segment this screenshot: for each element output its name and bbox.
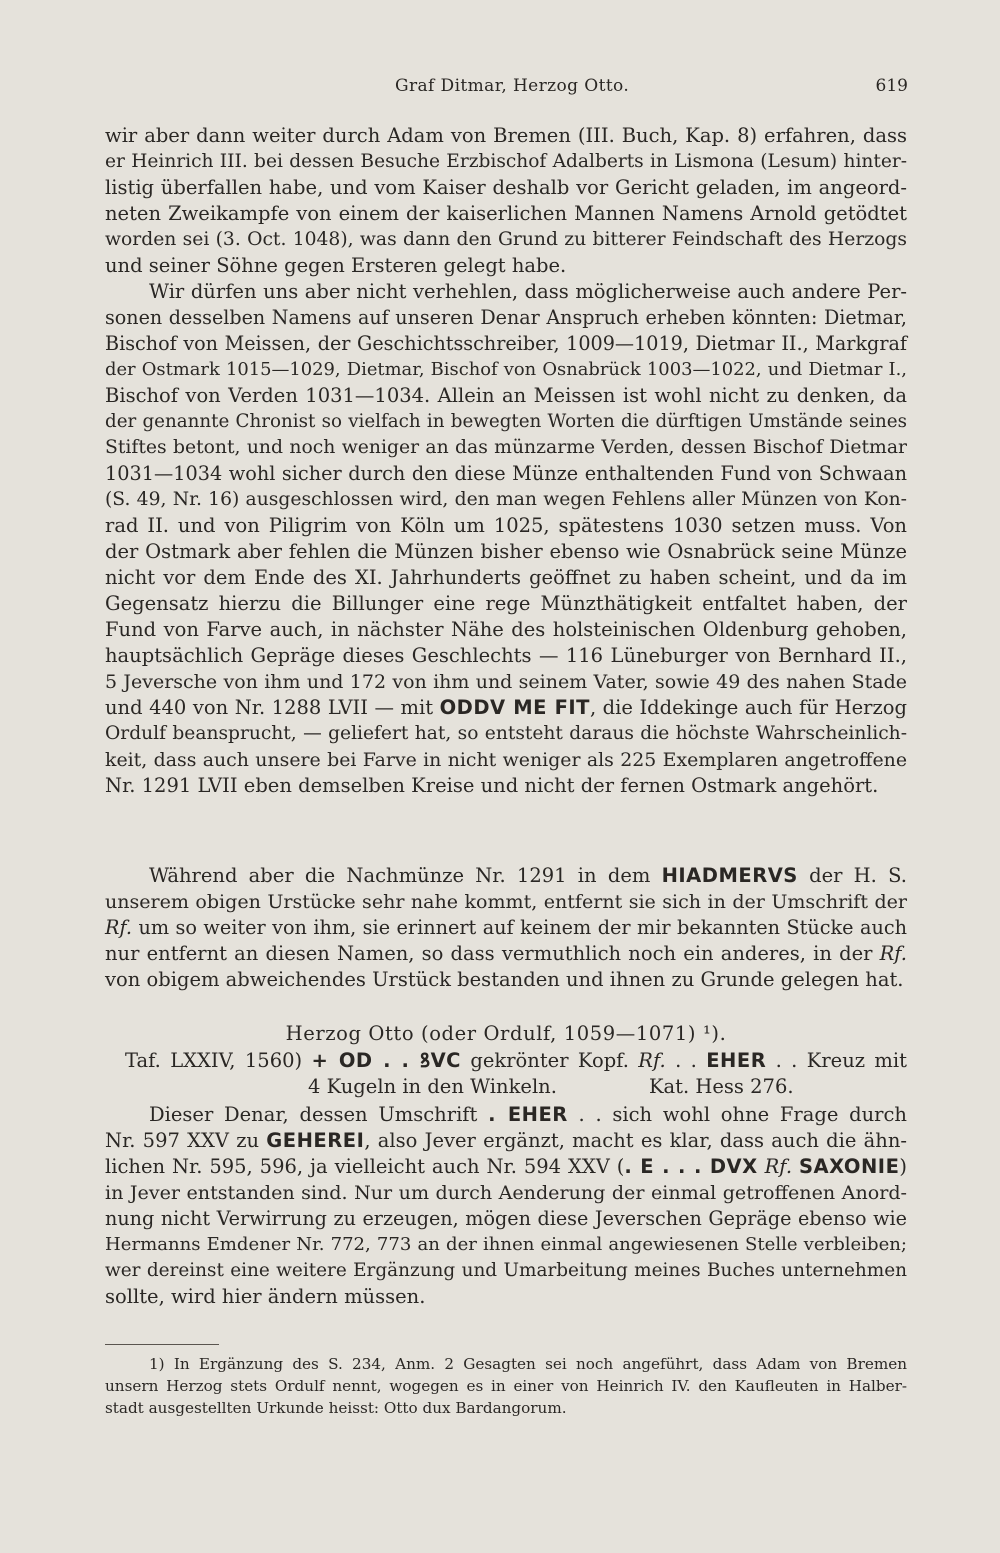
text-line: worden sei (3. Oct. 1048), was dann den Grund zu bitterer Feindschaft des Herzogs (105, 229, 907, 250)
running-title: Graf Ditmar, Herzog Otto. (395, 76, 630, 96)
text-line: und 440 von Nr. 1288 LVII — mit ODDV ME FIT, die Iddekinge auch für Herzog (105, 696, 907, 719)
text-line: neten Zweikampfe von einem der kaiserlichen Mannen Namens Arnold getödtet (105, 202, 907, 225)
text-line: nicht vor dem Ende des XI. Jahrhunderts geöffnet zu haben scheint, und da im (105, 566, 907, 589)
text-line: in Jever entstanden sind. Nur um durch Aenderung der einmal getroffenen Anord- (105, 1181, 907, 1204)
text-line: der Ostmark 1015—1029, Dietmar, Bischof von Osnabrück 1003—1022, und Dietmar I., (105, 359, 907, 380)
footnote-line: stadt ausgestellten Urkunde heisst: Otto dux Bardangorum. (105, 1399, 567, 1417)
text-line: Hermanns Emdener Nr. 772, 773 an der ihnen einmal angewiesenen Stelle verbleiben; (105, 1234, 907, 1255)
text-line: Nr. 597 XXV zu GEHEREI, also Jever ergänzt, macht es klar, dass auch die ähn- (105, 1129, 907, 1152)
text-line: nung nicht Verwirrung zu erzeugen, mögen diese Jeverschen Gepräge ebenso wie (105, 1207, 907, 1230)
running-header (105, 76, 908, 106)
paragraph-4 (105, 1102, 907, 1310)
coin-legend: ODDV ME FIT (439, 696, 590, 719)
paragraph-1 (105, 123, 907, 279)
text-line: keit, dass auch unsere bei Farve in nicht weniger als 225 Exemplaren angetroffene (105, 749, 907, 771)
text-line: von obigem abweichendes Urstück bestanden und ihnen zu Grunde gelegen hat. (105, 968, 904, 991)
page-number: 619 (875, 76, 908, 96)
text-line: 1031—1034 wohl sicher durch den diese Münze enthaltenden Fund von Schwaan (105, 462, 907, 485)
footnote-line: unsern Herzog stets Ordulf nennt, wogegen es in einer von Heinrich IV. den Kaufleuten in Halber- (105, 1377, 907, 1395)
text-line: (S. 49, Nr. 16) ausgeschlossen wird, den man wegen Fehlens aller Münzen von Kon- (105, 489, 907, 510)
text-line: der Ostmark aber fehlen die Münzen bisher ebenso wie Osnabrück seine Münze (105, 540, 907, 563)
reverse-abbrev: Rf. (638, 1049, 666, 1072)
text-line: Fund von Farve auch, in nächster Nähe des holsteinischen Oldenburg gehoben, (105, 618, 907, 641)
text-line: sonen desselben Namens auf unseren Denar Anspruch erheben könnten: Dietmar, (105, 306, 907, 329)
text-line: der genannte Chronist so vielfach in bewegten Worten die dürftigen Umstände seines (105, 411, 907, 432)
text-line: Gegensatz hierzu die Billunger eine rege Münzthätigkeit entfaltet haben, der (105, 592, 907, 615)
text-line: Bischof von Verden 1031—1034. Allein an Meissen ist wohl nicht zu denken, da (105, 384, 907, 407)
text-line: sollte, wird hier ändern müssen. (105, 1285, 426, 1308)
paragraph-2 (105, 279, 907, 799)
text-line: wer dereinst eine weitere Ergänzung und Umarbeitung meines Buches unternehmen (105, 1260, 907, 1281)
footnote-rule (105, 1344, 219, 1345)
coin-legend: + OD . . ꝸVC (311, 1049, 461, 1072)
footnote-line: 1) In Ergänzung des S. 234, Anm. 2 Gesagten sei noch angeführt, dass Adam von Bremen (149, 1355, 907, 1373)
coin-legend: . EHER (488, 1103, 568, 1126)
coin-entry (125, 1048, 907, 1100)
text-line: Rf. um so weiter von ihm, sie erinnert auf keinem der mir bekannten Stücke auch (105, 916, 907, 939)
text-line: Ordulf beansprucht, — geliefert hat, so entsteht daraus die höchste Wahrscheinlich- (105, 723, 907, 744)
text-line: lichen Nr. 595, 596, ja vielleicht auch Nr. 594 XXV (. E . . . DVX Rf. SAXONIE) (105, 1155, 907, 1178)
text-line: 5 Jeversche von ihm und 172 von ihm und seinem Vater, sowie 49 des nahen Stade (105, 671, 907, 693)
coin-legend: SAXONIE (798, 1155, 900, 1178)
text-line: wir aber dann weiter durch Adam von Bremen (III. Buch, Kap. 8) erfahren, dass (105, 124, 907, 147)
text-line: hauptsächlich Gepräge dieses Geschlechts — 116 Lüneburger von Bernhard II., (105, 644, 907, 667)
text-line: Wir dürfen uns aber nicht verhehlen, dass möglicherweise auch andere Per- (149, 280, 907, 303)
text-line: listig überfallen habe, und vom Kaiser deshalb vor Gericht geladen, im angeord- (105, 176, 907, 199)
text-line: Stiftes betont, und noch weniger an das münzarme Verden, dessen Bischof Dietmar (105, 437, 907, 458)
reverse-abbrev: Rf. (879, 942, 907, 965)
text-line: Nr. 1291 LVII eben demselben Kreise und nicht der fernen Ostmark angehört. (105, 774, 879, 797)
text-line: Bischof von Meissen, der Geschichtsschreiber, 1009—1019, Dietmar II., Markgraf (105, 332, 907, 355)
text-line: Dieser Denar, dessen Umschrift . EHER . . sich wohl ohne Frage durch (149, 1103, 907, 1126)
coin-legend: EHER (706, 1049, 767, 1072)
reverse-abbrev: Rf. (105, 916, 133, 939)
footnote (105, 1353, 907, 1419)
reverse-abbrev: Rf. (764, 1155, 793, 1178)
coin-legend: HIADMERVS (661, 864, 798, 887)
text-line: Während aber die Nachmünze Nr. 1291 in dem HIADMERVS der H. S. (149, 864, 907, 887)
coin-legend: GEHEREI (266, 1129, 365, 1152)
paragraph-3 (105, 863, 907, 993)
text-line: rad II. und von Piligrim von Köln um 1025, spätestens 1030 setzen muss. Von (105, 514, 907, 537)
text-line: und seiner Söhne gegen Ersteren gelegt habe. (105, 254, 567, 277)
text-line: nur entfernt an diesen Namen, so dass vermuthlich noch ein anderes, in der Rf. (105, 942, 907, 965)
text-line: unserem obigen Urstücke sehr nahe kommt, entfernt sie sich in der Umschrift der (105, 891, 907, 913)
text-line: Taf. LXXIV, 1560) + OD . . ꝸVC gekrönter Kopf. Rf. . . EHER . . Kreuz mit (125, 1049, 907, 1072)
text-line: er Heinrich III. bei dessen Besuche Erzbischof Adalberts in Lismona (Lesum) hinter- (105, 151, 907, 172)
section-heading: Herzog Otto (oder Ordulf, 1059—1071) ¹). (285, 1022, 727, 1045)
text-line: 4 Kugeln in den Winkeln. Kat. Hess 276. (308, 1075, 794, 1098)
coin-legend: . E . . . DVX (624, 1155, 758, 1178)
